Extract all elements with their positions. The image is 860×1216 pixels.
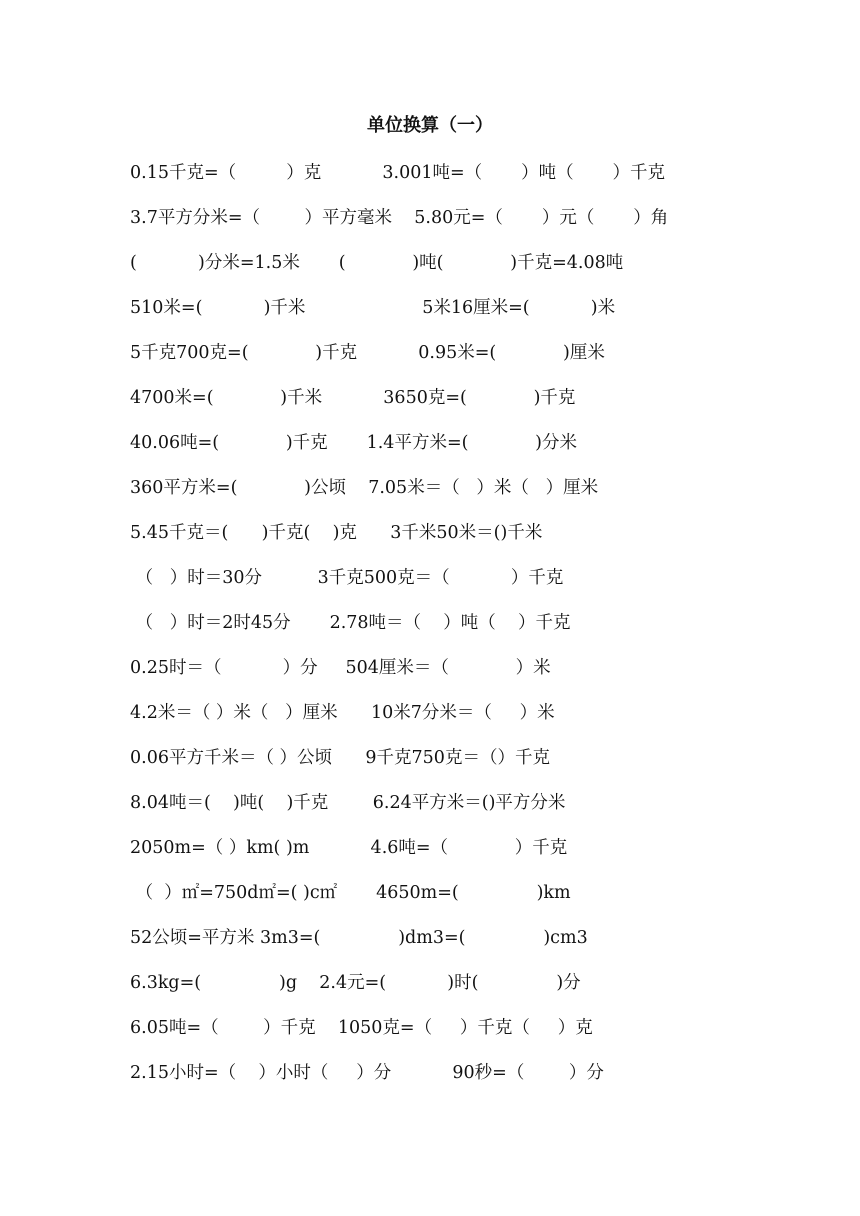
exercise-line: 8.04吨＝( )吨( )千克 6.24平方米＝()平方分米 (130, 793, 566, 813)
exercise-line: 5千克700克=( )千克 0.95米=( )厘米 (130, 343, 605, 363)
exercise-line: 2050m=（ ）km( )m 4.6吨=（ ）千克 (130, 838, 568, 858)
exercise-line: （ ）时＝30分 3千克500克＝（ ）千克 (130, 568, 564, 588)
exercise-line: 0.15千克=（ ）克 3.001吨=（ ）吨（ ）千克 (130, 163, 666, 183)
exercise-line: 6.05吨=（ ）千克 1050克=（ ）千克（ ）克 (130, 1018, 593, 1038)
exercise-line: 0.06平方千米＝（ ）公顷 9千克750克＝（）千克 (130, 748, 550, 768)
exercise-line: 3.7平方分米=（ ）平方毫米 5.80元=（ ）元（ ）角 (130, 208, 669, 228)
exercise-line: 0.25时＝（ ）分 504厘米＝（ ）米 (130, 658, 551, 678)
exercise-line: （ ）时＝2时45分 2.78吨＝（ ）吨（ ）千克 (130, 613, 571, 633)
exercise-line: 5.45千克＝( )千克( )克 3千米50米＝()千米 (130, 523, 543, 543)
worksheet-title: 单位换算（一） (367, 115, 493, 136)
exercise-line: 6.3kg=( )g 2.4元=( )时( )分 (130, 973, 581, 993)
exercise-line: 40.06吨=( )千克 1.4平方米=( )分米 (130, 433, 578, 453)
exercise-line: 4.2米＝（ ）米（ ）厘米 10米7分米＝（ ）米 (130, 703, 555, 723)
exercise-line: 510米=( )千米 5米16厘米=( )米 (130, 298, 616, 318)
exercise-line: 2.15小时=（ ）小时（ ）分 90秒=（ ）分 (130, 1063, 604, 1083)
exercise-line: 4700米=( )千米 3650克=( )千克 (130, 388, 576, 408)
exercise-line: 360平方米=( )公顷 7.05米＝（ ）米（ ）厘米 (130, 478, 599, 498)
exercise-line: （ ）㎡=750d㎡=( )c㎡ 4650m=( )km (130, 883, 571, 903)
exercise-line: ( )分米=1.5米 ( )吨( )千克=4.08吨 (130, 253, 624, 273)
exercise-line: 52公顷=平方米 3m3=( )dm3=( )cm3 (130, 928, 588, 948)
